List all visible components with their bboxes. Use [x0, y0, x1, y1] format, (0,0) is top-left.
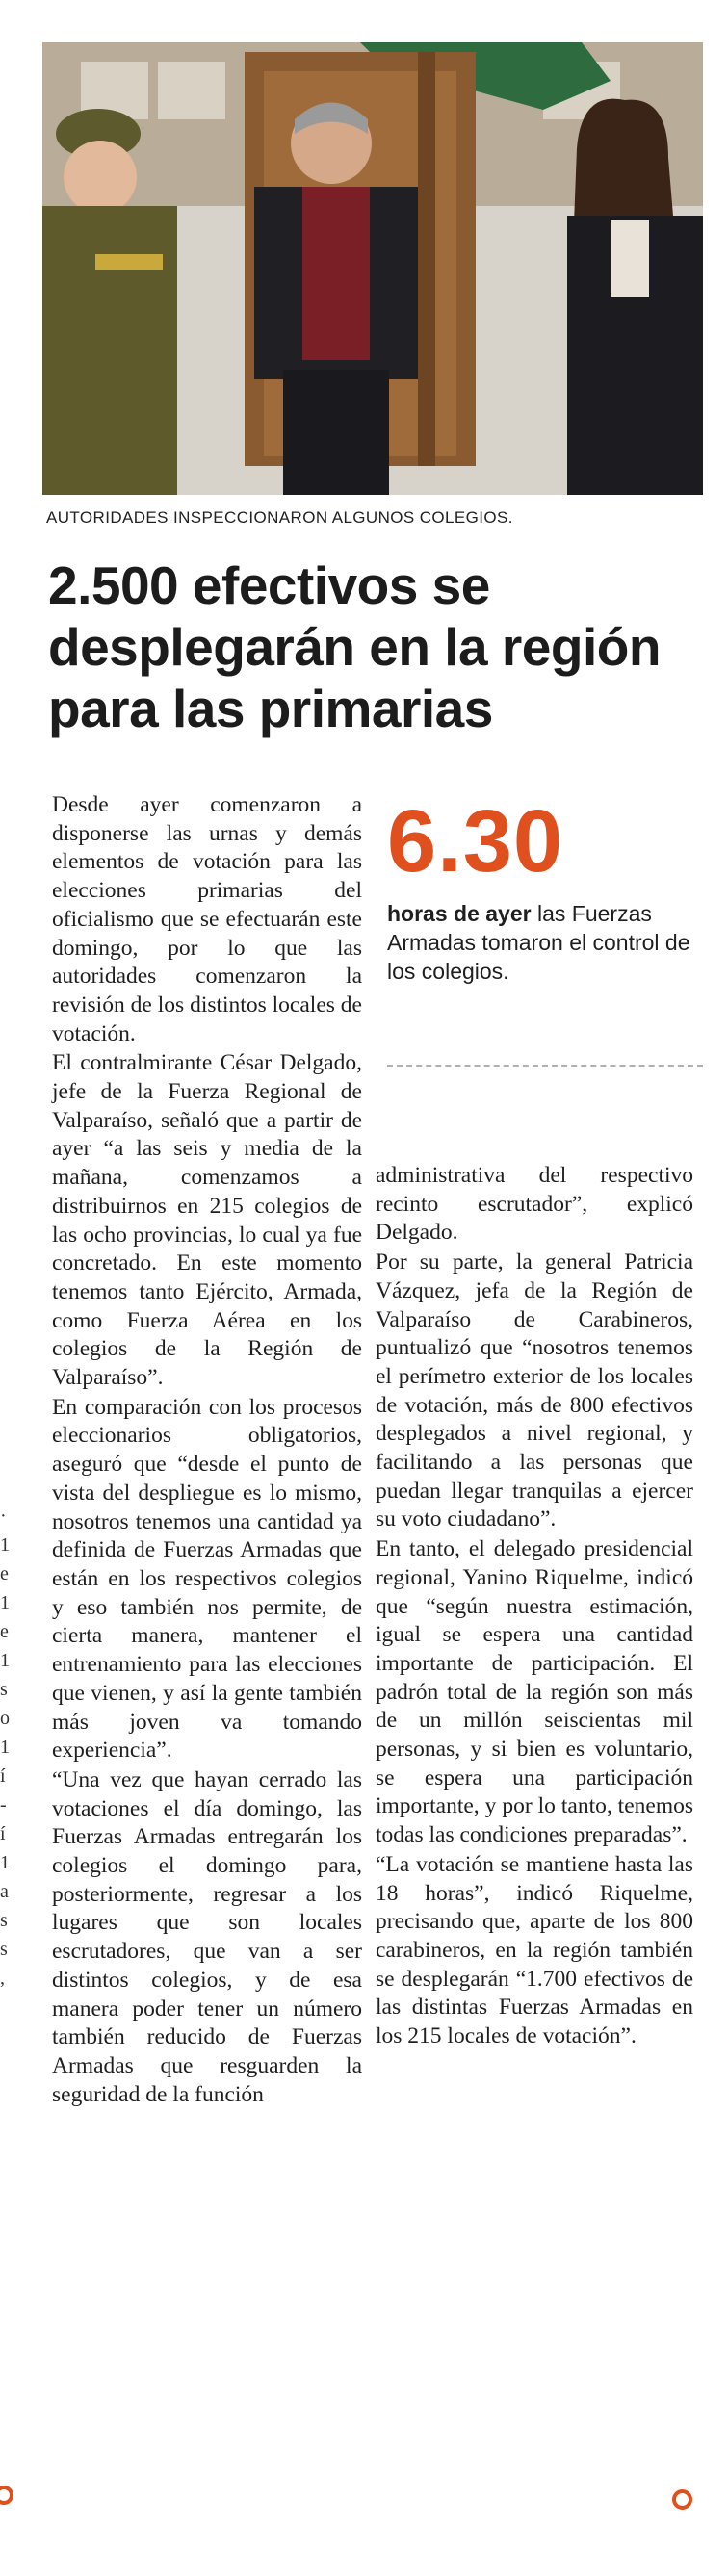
edge-letter: o	[0, 1708, 10, 1729]
adjacent-column-edge	[0, 1502, 13, 1993]
paragraph: En tanto, el delegado presidencial regional, Yanino Riquelme, indicó que “según nuestra estimación, igual se espera una cantidad importante de participación. El padrón total de la región son más de un millón seiscientas mil personas, y si bien es voluntario, se espera una participación importante, y por lo tanto, tenemos todas las condiciones preparadas”.	[376, 1536, 693, 1848]
edge-letter: 1	[0, 1592, 10, 1613]
article-end-mark-icon	[672, 2489, 692, 2510]
edge-letter: 1	[0, 1650, 10, 1671]
edge-letter: ·	[0, 1506, 7, 1527]
edge-letter: 1	[0, 1534, 10, 1556]
callout-divider	[387, 1065, 703, 1067]
edge-letter: a	[0, 1881, 9, 1902]
paragraph: Por su parte, la general Patricia Vázquez, jefa de la Región de Valparaíso de Carabineros, puntualizó que “nosotros tenemos el perímetro exterior de los locales de votación, más de 800 efectivos desplegados a nivel regional, y facilitando a las personas que puedan llegar tranquilas a ejercer su voto ciudadano”.	[376, 1249, 693, 1533]
callout-body: las Fuerzas Armadas tomaron el control de los colegios.	[387, 901, 690, 984]
edge-letter: s	[0, 1679, 8, 1700]
edge-letter: í	[0, 1765, 6, 1787]
photo-face	[64, 141, 137, 214]
article-column-2	[376, 1162, 693, 2051]
edge-letter: e	[0, 1563, 9, 1584]
paragraph: En comparación con los procesos eleccionarios obligatorios, aseguró que “desde el punto de vista del despliegue es lo mismo, nosotros tenemos una cantidad ya definida de Fuerzas Armadas que están en los respectivos colegios y eso también nos permite, de cierta manera, mantener el entrenamiento para las elecciones que vienen, y así la gente también más joven va tomando experiencia”.	[52, 1394, 362, 1764]
edge-letter: 1	[0, 1737, 10, 1758]
paragraph: administrativa del respectivo recinto escrutador”, explicó Delgado.	[376, 1163, 693, 1246]
edge-letter: e	[0, 1621, 9, 1642]
paragraph: Desde ayer comenzaron a disponerse las urnas y demás elementos de votación para las elecciones primarias del oficialismo que se efectuarán este domingo, por lo que las autoridades comenzaron la revisión de los distintos locales de votación.	[52, 792, 362, 1046]
photo-man-sweater	[302, 187, 370, 360]
edge-letter: s	[0, 1910, 8, 1931]
callout-number: 6.30	[387, 792, 564, 890]
photo-illustration	[42, 42, 703, 495]
callout-lead: horas de ayer	[387, 901, 532, 926]
adjacent-end-mark-icon	[0, 2486, 13, 2505]
callout-box	[387, 792, 695, 986]
edge-letter: -	[0, 1794, 7, 1816]
callout-text	[387, 899, 695, 986]
article-column-1	[52, 791, 362, 2109]
news-photo	[42, 42, 703, 495]
edge-letter: 1	[0, 1852, 10, 1873]
edge-letter: s	[0, 1939, 8, 1960]
paragraph: “La votación se mantiene hasta las 18 horas”, indicó Riquelme, precisando que, aparte de los 800 carabineros, en la región también se desplegarán “1.700 efectivos de las distintas Fuerzas Armadas en los 215 locales de votación”.	[376, 1851, 693, 2049]
photo-window	[158, 62, 225, 119]
paragraph: “Una vez que hayan cerrado las votaciones el día domingo, las Fuerzas Armadas entregarán los colegios el domingo para, posteriormente, regresar a los lugares que son locales escrutadores, que van a ser distintos colegios, y de esa manera poder tener un número también reducido de Fuerzas Armadas que resguarden la seguridad de la función	[52, 1766, 362, 2107]
paragraph: El contralmirante César Delgado, jefe de la Fuerza Regional de Valparaíso, señaló que a partir de ayer “a las seis y media de la mañana, comenzamos a distribuirnos en 215 colegios de las ocho provincias, lo cual ya fue concretado. En este momento tenemos tanto Ejército, Armada, como Fuerza Aérea en los colegios de la Región de Valparaíso”.	[52, 1050, 362, 1391]
headline: 2.500 efectivos se desplegarán en la región para las primarias	[48, 555, 661, 738]
photo-caption: AUTORIDADES INSPECCIONARON ALGUNOS COLEGIOS.	[46, 508, 513, 527]
edge-letter: í	[0, 1823, 6, 1844]
photo-uniform	[42, 206, 177, 495]
edge-letter: ,	[0, 1968, 5, 1989]
